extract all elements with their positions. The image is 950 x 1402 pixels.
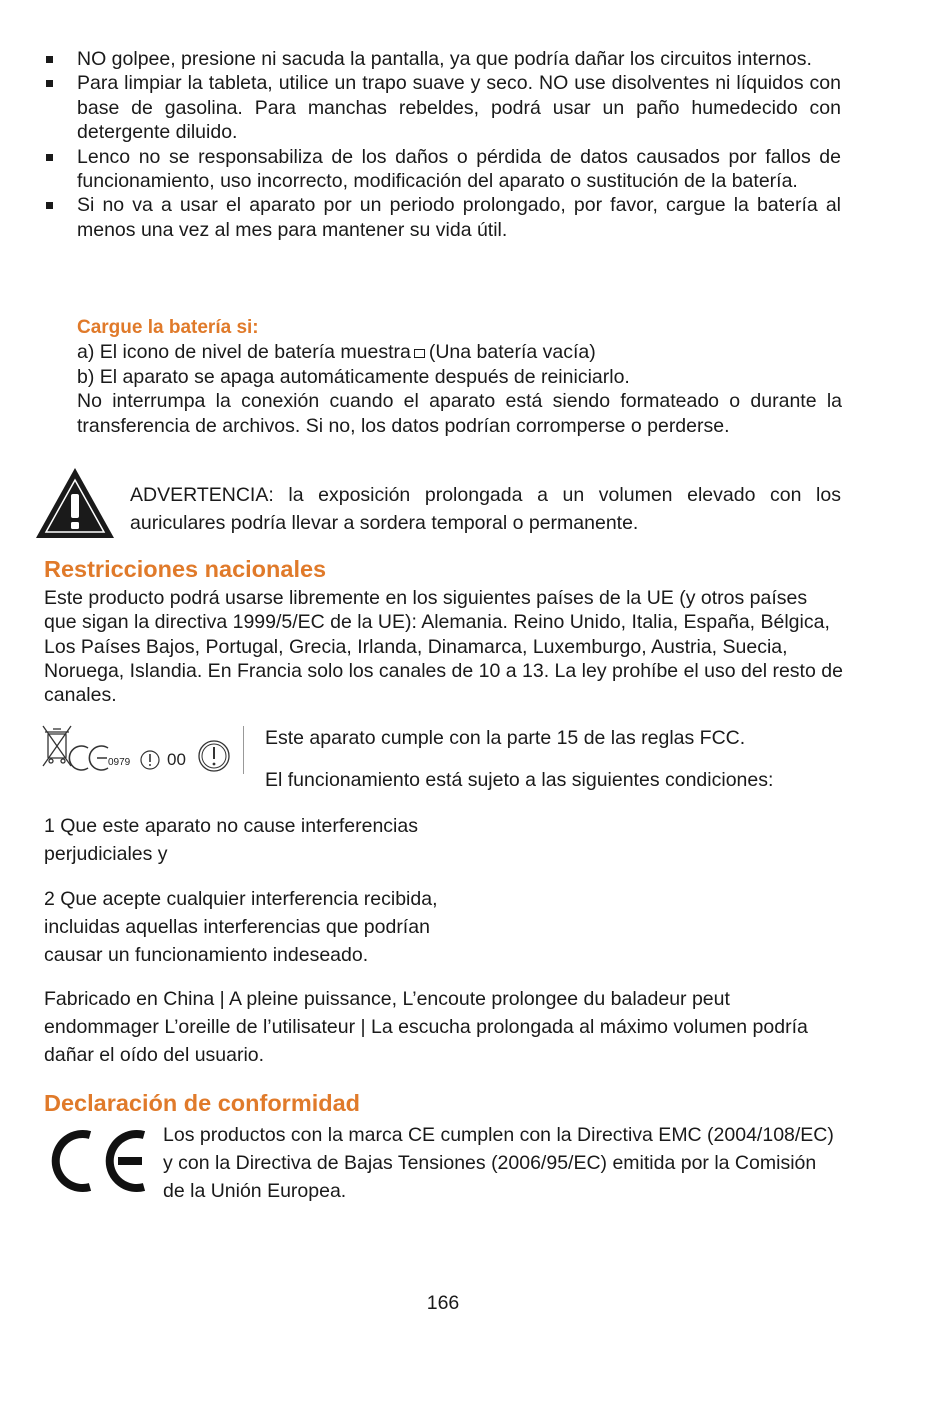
warning-text: ADVERTENCIA: la exposición prolongada a un volumen elevado con los auriculares podría llevar a sordera temporal o permanente. — [130, 484, 841, 534]
list-item — [44, 145, 841, 194]
alert-circle-small-icon — [141, 751, 159, 769]
charge-condition-a — [77, 340, 842, 364]
compliance-marks-image — [40, 720, 245, 778]
list-item-text: Lenco no se responsabiliza de los daños o pérdida de datos causados por fallos de funcionamiento, uso incorrecto, modificación del aparato o sustitución de la batería. — [77, 145, 841, 193]
fcc-condition-2: 2 Que acepte cualquier interferencia recibida, incluidas aquellas interferencias que podrían causar un funcionamiento indeseado. — [44, 888, 438, 966]
list-item — [44, 71, 841, 144]
fabricated-notice: Fabricado en China | A pleine puissance, L’encoute prolongee du baladeur peut endommager L’oreille de l’utilisateur | La escucha prolongada al máximo volumen podría dañar el oído del usuario. — [44, 988, 808, 1066]
bullet-square-icon — [46, 80, 53, 87]
restrictions-heading: Restricciones nacionales — [44, 556, 327, 582]
weee-bin-icon — [43, 726, 71, 766]
ce-e-small-icon — [89, 746, 108, 770]
charge-title: Cargue la batería si: — [77, 317, 259, 338]
fcc-line-2: El funcionamiento está sujeto a las siguientes condiciones: — [265, 769, 774, 791]
list-item — [44, 47, 841, 71]
bullet-square-icon — [46, 202, 53, 209]
warning-triangle-icon — [34, 466, 116, 540]
divider — [243, 726, 244, 774]
list-item-text: Para limpiar la tableta, utilice un trapo suave y seco. NO use disolventes ni líquidos con base de gasolina. Para manchas rebeldes, podrá usar un paño humedecido con detergente diluido. — [77, 72, 841, 144]
mark-fragment: 00 — [167, 750, 186, 769]
restrictions-text: Este producto podrá usarse libremente en los siguientes países de la UE (y otros países que sigan la directiva 1999/5/EC de la UE): Alemania. Reino Unido, Italia, España, Bélgica, Los Países Bajos, Portugal, Grecia, Irlanda, Dinamarca, Luxemburgo, Austria, Suecia, Noruega, Islandia. En Francia solo los canales de 10 a 13. La ley prohíbe el uso del resto de canales. — [44, 587, 843, 707]
bullet-square-icon — [46, 56, 53, 63]
ce-c-small-icon — [69, 746, 88, 770]
charge-condition-b: b) El aparato se apaga automáticamente después de reiniciarlo. — [77, 365, 630, 388]
list-item-text: Si no va a usar el aparato por un periodo prolongado, por favor, cargue la batería al menos una vez al mes para mantener su vida útil. — [77, 194, 841, 241]
empty-battery-icon — [414, 349, 425, 358]
ce-mark-icon — [42, 1127, 152, 1195]
notified-body-number: 0979 — [108, 757, 131, 768]
bullet-square-icon — [46, 154, 53, 161]
charge-note: No interrumpa la conexión cuando el aparato está siendo formateado o durante la transferencia de archivos. Si no, los datos podrían corromperse o perderse. — [77, 390, 842, 437]
charge-condition-a-suffix: (Una batería vacía) — [428, 341, 596, 364]
alert-circle-large-icon — [199, 741, 229, 771]
fcc-line-1: Este aparato cumple con la parte 15 de las reglas FCC. — [265, 727, 746, 749]
precautions-list — [44, 47, 841, 242]
page-number: 166 — [426, 1292, 460, 1314]
declaration-text: Los productos con la marca CE cumplen con la Directiva EMC (2004/108/EC) y con la Directiva de Bajas Tensiones (2006/95/EC) emitida por la Comisión de la Unión Europea. — [163, 1124, 834, 1202]
declaration-heading: Declaración de conformidad — [44, 1090, 361, 1116]
list-item-text: NO golpee, presione ni sacuda la pantalla, ya que podría dañar los circuitos internos. — [77, 48, 812, 70]
charge-section — [77, 316, 842, 438]
fcc-condition-1: 1 Que este aparato no cause interferencias perjudiciales y — [44, 815, 418, 865]
charge-condition-a-text: a) El icono de nivel de batería muestra — [77, 341, 411, 364]
list-item — [44, 193, 841, 242]
